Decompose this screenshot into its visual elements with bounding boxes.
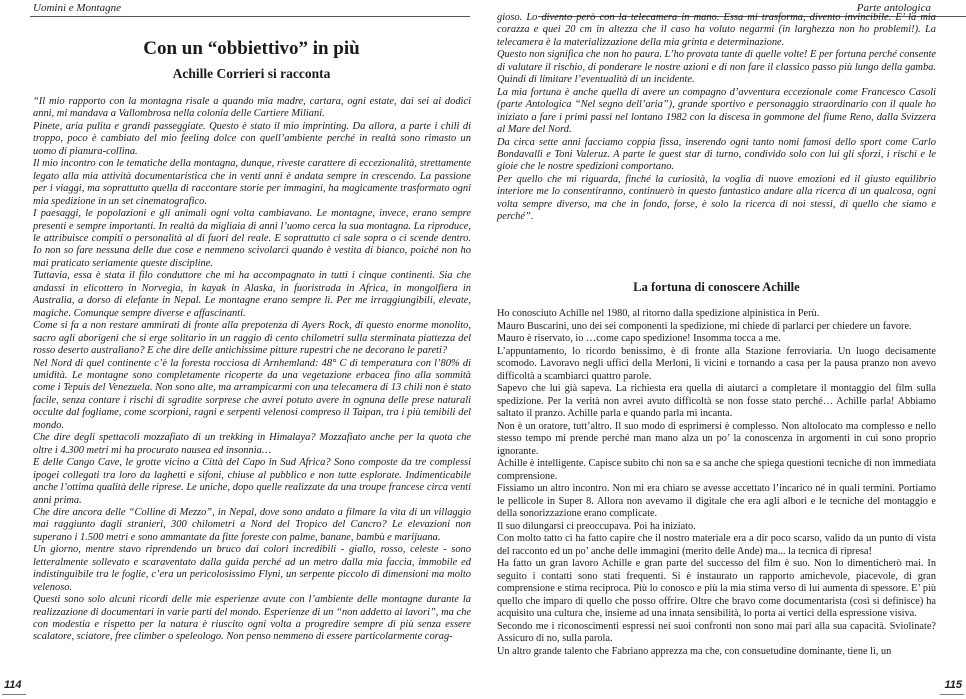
paragraph: Da circa sette anni facciamo coppia fissa, inserendo ogni tanto nomi famosi dello sport come Carlo Bondavalli e Toni Valeruz. A parte le guest star di turno, condivido solo con lui gli sforzi, i rischi e le gioie che le nostre spedizioni comportano.: [497, 136, 936, 173]
paragraph: gioso. Lo divento però con la telecamera in mano. Essa mi trasforma, divento invincibile. E’ la mia corazza e quei 20 cm in altezza che il caso ha voluto negarmi (in larghezza non ho problemi!). La telecamera è la materializzazione della mia grinta e determinazione.: [497, 12, 936, 48]
paragraph: Non è un oratore, tutt’altro. Il suo modo di esprimersi è complesso. Non altolocato ma complesso e nello stesso tempo mi prende perché man mano alza un po’ la conoscenza in argomenti in cui sono proprio ignorante.: [497, 420, 936, 457]
paragraph: Nel Nord di quel continente c’è la foresta rocciosa di Arnhemland: 48° C di temperatura con l’80% di umidità. Le montagne sono completamente ricoperte da una vegetazione erbacea fino alla sommità come i Tepuis del Venezuela. Non sono alte, ma arrampicarmi con una telecamera di 13 chili non è stato facile, senza contare i rischi di sgradite sorprese che avrei potuto avere in ognuna delle prese naturali occulte dal fogliame, come scorpioni, ragni e serpenti velenosi compreso il Taipan, tra i più temibili del mondo.: [33, 357, 471, 431]
page-number-rule: [2, 694, 26, 695]
running-head: Parte antologica: [856, 2, 931, 14]
paragraph: L’appuntamento, lo ricordo benissimo, è di fronte alla Stazione ferroviaria. Un luogo decisamente scomodo. Lavoravo negli uffici della Merloni, lì vicini e tornando a casa per la pausa pranzo non avevo difficoltà a scambiarci quattro parole.: [497, 345, 936, 382]
section-title: La fortuna di conoscere Achille: [633, 280, 800, 294]
paragraph: Che dire degli spettacoli mozzafiato di un trekking in Himalaya? Mozzafiato anche per la quota che oltre i 4.300 metri mi ha procurato nausea ed insonnia…: [33, 432, 471, 456]
article-body-continued: [497, 12, 936, 224]
paragraph: Come si fa a non restare ammirati di fronte alla prepotenza di Ayers Rock, di questo enorme monolito, sacro agli aborigeni che si erge solitario in un raggio di cento chilometri sulla sterminata piattezza del rosso deserto australiano? E che dire delle antichissime pitture rupestri che ne decorano le pareti?: [33, 320, 471, 357]
paragraph: Questi sono solo alcuni ricordi delle mie esperienze avute con l’ambiente delle montagne durante la realizzazione di documentari in varie parti del mondo. Esperienze di un “non addetto ai lavori”, ma che con modestia e rispetto per la natura è riuscito ogni volta a progredire sempre di più senza essere scalatore, sciatore, free climber o speleologo. Non penso nemmeno di essere particolarmente corag-: [33, 594, 471, 643]
article-subtitle: Achille Corrieri si racconta: [172, 66, 331, 81]
paragraph: E delle Cango Cave, le grotte vicino a Città del Capo in Sud Africa? Sono composte da tre complessi ipogei collegati tra loro da laghetti e sifoni, chiuse al pubblico e non tutte esplorate. Indimenticabile anche l’ottima qualità delle riprese. Le uniche, dopo quelle realizzate da una troupe francese circa venti anni prima.: [33, 457, 471, 506]
header-rule: [30, 16, 470, 17]
paragraph: Questo non significa che non ho paura. L’ho provata tante di quelle volte! E per fortuna perché consente di valutare il rischio, di ponderare le nostre azioni e di non fare il classico passo più lungo della gamba. Quindi di limitare l’eventualità di un incidente.: [497, 49, 936, 86]
article-body: [33, 96, 471, 644]
paragraph: Ha fatto un gran lavoro Achille e gran parte del successo del film è suo. Non lo dimenticherò mai. In seguito i contatti sono stati frequenti. Si è instaurato un rapporto amichevole, piacevole, di gran comprensione e stima reciproca. Più lo conosco e più la mia stima verso di lui aumenta di spessore. E’ più quello che imparo di quello che posso offrire. Oltre che bravo come documentarista (così si definisce) ha acquisito una cultura che, insieme ad una innata sensibilità, lo porta ai vertici della espressione visiva.: [497, 558, 936, 619]
paragraph: Tuttavia, essa è stata il filo conduttore che mi ha accompagnato in tutti i cinque continenti. Sia che andassi in elicottero in Norvegia, in kayak in Alaska, in fuoristrada in Africa, in mongolfiera in Australia, a dorso di elefante in Nepal. Le montagne erano sempre lì. Per me irraggiungibili, elevate, magiche. Comunque sempre diverse e affascinanti.: [33, 270, 471, 319]
paragraph: Ho conosciuto Achille nel 1980, al ritorno dalla spedizione alpinistica in Perù.: [497, 308, 820, 319]
paragraph: Sapevo che lui già sapeva. La richiesta era quella di aiutarci a completare il montaggio del film sulla spedizione. Per la verità non avrei avuto difficoltà se non fosse stato perché… Achille parla! Abbiamo saltato il pranzo. Achille parla e quando parla mi incanta.: [497, 383, 936, 419]
paragraph: I paesaggi, le popolazioni e gli animali ogni volta cambiavano. Le montagne, invece, erano sempre presenti e sempre importanti. In realtà da migliaia di anni l’uomo cerca la sua montagna. La riproduce, le attribuisce compiti o personalità al di fuori del reale. E soprattutto ci sale sopra o ci scende dentro. Io non so fare nessuna delle due cose e nemmeno scivolarci quando è vestita di bianco, poiché non ho mai praticato seriamente queste discipline.: [33, 208, 471, 269]
paragraph: Achille è intelligente. Capisce subito chi non sa e sa anche che spiega questioni tecniche di non immediata comprensione.: [497, 458, 936, 482]
running-head: Uomini e Montagne: [33, 2, 121, 14]
paragraph: Che dire ancora delle “Colline di Mezzo”, in Nepal, dove sono andato a filmare la vita di un villaggio mai raggiunto dagli stranieri, 300 chilometri a Nord del Tropico del Cancro? Le elevazioni non superano i 1.500 metri e sono ammantate da fitte foreste con palme, banane, bambù e marijuana.: [33, 506, 471, 543]
right-page: [483, 0, 966, 699]
section-body: [497, 308, 936, 658]
paragraph: Per quello che mi riguarda, finché la curiosità, la voglia di nuove emozioni ed il giusto equilibrio interiore me lo consentiranno, continuerò in questo fantastico andare alla ricerca di un qualcosa, ogni volta sempre diverso, ma che in fondo, forse, è solo la ricerca di noi stessi, di quello che siamo e perché”.: [497, 173, 936, 223]
paragraph: “Il mio rapporto con la montagna risale a quando mia madre, cartara, ogni estate, dai sei ai dodici anni, mi mandava a Vallombrosa nella colonia delle Cartiere Miliani.: [33, 96, 471, 120]
paragraph: Con molto tatto ci ha fatto capire che il nostro materiale era a dir poco scarso, valido da un punto di vista del racconto ed un po’ anche delle immagini (merito delle Ande) ma... la tecnica di ripresa!: [497, 533, 936, 557]
paragraph: La mia fortuna è anche quella di avere un compagno d’avventura eccezionale come Francesco Casoli (parte Antologica “Nel segno dell’aria”), grande sportivo e personaggio straordinario con il quale ho iniziato a fare i primi passi nel lontano 1982 con la discesa in gommone del fiume Reno, dalla Svizzera al Mare del Nord.: [497, 86, 936, 136]
article-title: Con un “obbiettivo” in più: [143, 38, 360, 59]
paragraph: Mauro è riservato, io …come capo spedizione! Insomma tocca a me.: [497, 333, 781, 344]
paragraph: Secondo me i riconoscimenti espressi nei suoi confronti non sono mai pari alla sua capacità. Sviolinate? Assicuro di no, sulla parola.: [497, 620, 936, 644]
paragraph: Un altro grande talento che Fabriano apprezza ma che, con consuetudine dominante, tiene lì, un: [497, 645, 892, 657]
paragraph: Fissiamo un altro incontro. Non mi era chiaro se avesse accettato l’incarico né in quali termini. Portiamo le pellicole in Super 8. Allora non avevamo il digitale che era agli albori e le tecniche del montaggio e della sonorizzazione erano complicate.: [497, 483, 936, 519]
page-number: 114: [4, 679, 22, 691]
paragraph: Un giorno, mentre stavo riprendendo un bruco dai colori incredibili - giallo, rosso, celeste - sono letteralmente sollevato e scaraventato dalla guida perché ad un metro dalla mia faccia, immobile ed indistinguibile tra le foglie, c’era un pericolosissimo Flyni, un serpente piccolo di dimensioni ma molto velenoso.: [33, 544, 471, 593]
paragraph: Pinete, aria pulita e grandi passeggiate. Questo è stato il mio imprinting. Da allora, a parte i chili di troppo, poco è cambiato del mio feeling dolce con quell’ambiente perché in realtà sono rimasto un uomo di pianura-collina.: [33, 120, 471, 157]
paragraph: Il suo dilungarsi ci preoccupava. Poi ha iniziato.: [497, 520, 696, 532]
paragraph: Mauro Buscarini, uno dei sei componenti la spedizione, mi chiede di parlarci per chiedere un favore.: [497, 320, 912, 332]
page-number-rule: [940, 694, 964, 695]
paragraph: Il mio incontro con le tematiche della montagna, dunque, riveste carattere di eccezionalità, strettamente legato alla mia attività documentaristica che in venti anni è andata sempre in crescendo. La passione per i viaggi, ma soprattutto quella di raccontare storie per immagini, ha magicamente trasformato ogni mia spedizione in un set cinematografico.: [33, 158, 471, 207]
page-number: 115: [944, 679, 962, 691]
